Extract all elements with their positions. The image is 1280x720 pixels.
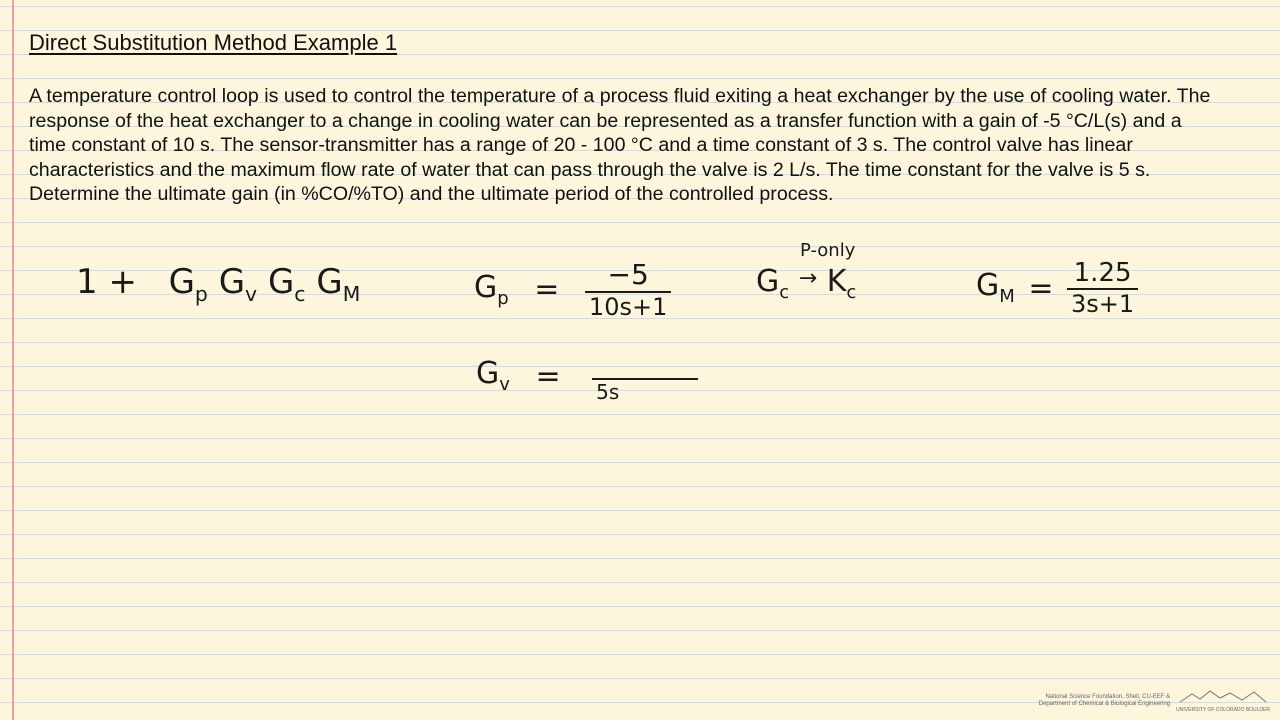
term-gv: $G_v$ [218, 262, 258, 307]
gv-transfer-function [476, 348, 698, 404]
gp-fraction [585, 258, 671, 321]
gv-equals: = [535, 358, 561, 394]
gc-arrow: → [798, 266, 818, 291]
kc-label: $K_c$ [826, 264, 857, 304]
gc-label: $G_c$ [756, 264, 790, 304]
gc-controller [756, 240, 856, 303]
gv-denominator: 5s [596, 380, 620, 404]
gm-numerator: 1.25 [1067, 258, 1138, 290]
university-name: UNIVERSITY OF COLORADO BOULDER [1176, 707, 1270, 713]
problem-statement: A temperature control loop is used to control the temperature of a process fluid exiting a heat exchanger by the use of cooling water. The response of the heat exchanger to a change in cooling water can be represented as a transfer function with a gain of -5 °C/L(s) and a time constant of 10 s. The sensor-transmitter has a range of 20 - 100 °C and a time constant of 3 s. The control valve has linear characteristics and the maximum flow rate of water that can pass through the valve is 2 L/s. The time constant for the valve is 5 s. Determine the ultimate gain (in %CO/%TO) and the ultimate period of the controlled process. [29, 85, 1211, 206]
gp-transfer-function [474, 258, 671, 321]
gv-label: $G_v$ [476, 356, 510, 396]
gm-label: $G_M$ [976, 268, 1015, 308]
footer-line-1: National Science Foundation, Shell, CU-EEF & [1045, 694, 1171, 700]
term-gp: $G_p$ [168, 262, 208, 307]
footer-line-2: Department of Chemical & Biological Engineering [1038, 701, 1171, 707]
gp-denominator: 10s+1 [588, 293, 668, 321]
gp-numerator: −5 [585, 258, 671, 293]
mountains-logo-icon [1178, 688, 1268, 704]
term-gm: $G_M$ [316, 262, 361, 307]
gp-label: $G_p$ [474, 269, 509, 310]
page-title: Direct Substitution Method Example 1 [29, 30, 398, 55]
margin-line [12, 0, 14, 720]
gm-equals: = [1028, 270, 1054, 306]
gm-transfer-function [976, 258, 1138, 318]
gp-equals: = [534, 272, 560, 307]
char-eq-lead: 1 + [76, 262, 137, 302]
term-gc: $G_c$ [267, 262, 306, 307]
gm-denominator: 3s+1 [1071, 290, 1135, 318]
characteristic-equation [76, 262, 360, 306]
gv-numerator [592, 348, 698, 380]
gm-fraction [1067, 258, 1138, 318]
gv-fraction [592, 348, 698, 404]
gc-note: P-only [800, 240, 856, 261]
footer-credits [1039, 688, 1270, 714]
